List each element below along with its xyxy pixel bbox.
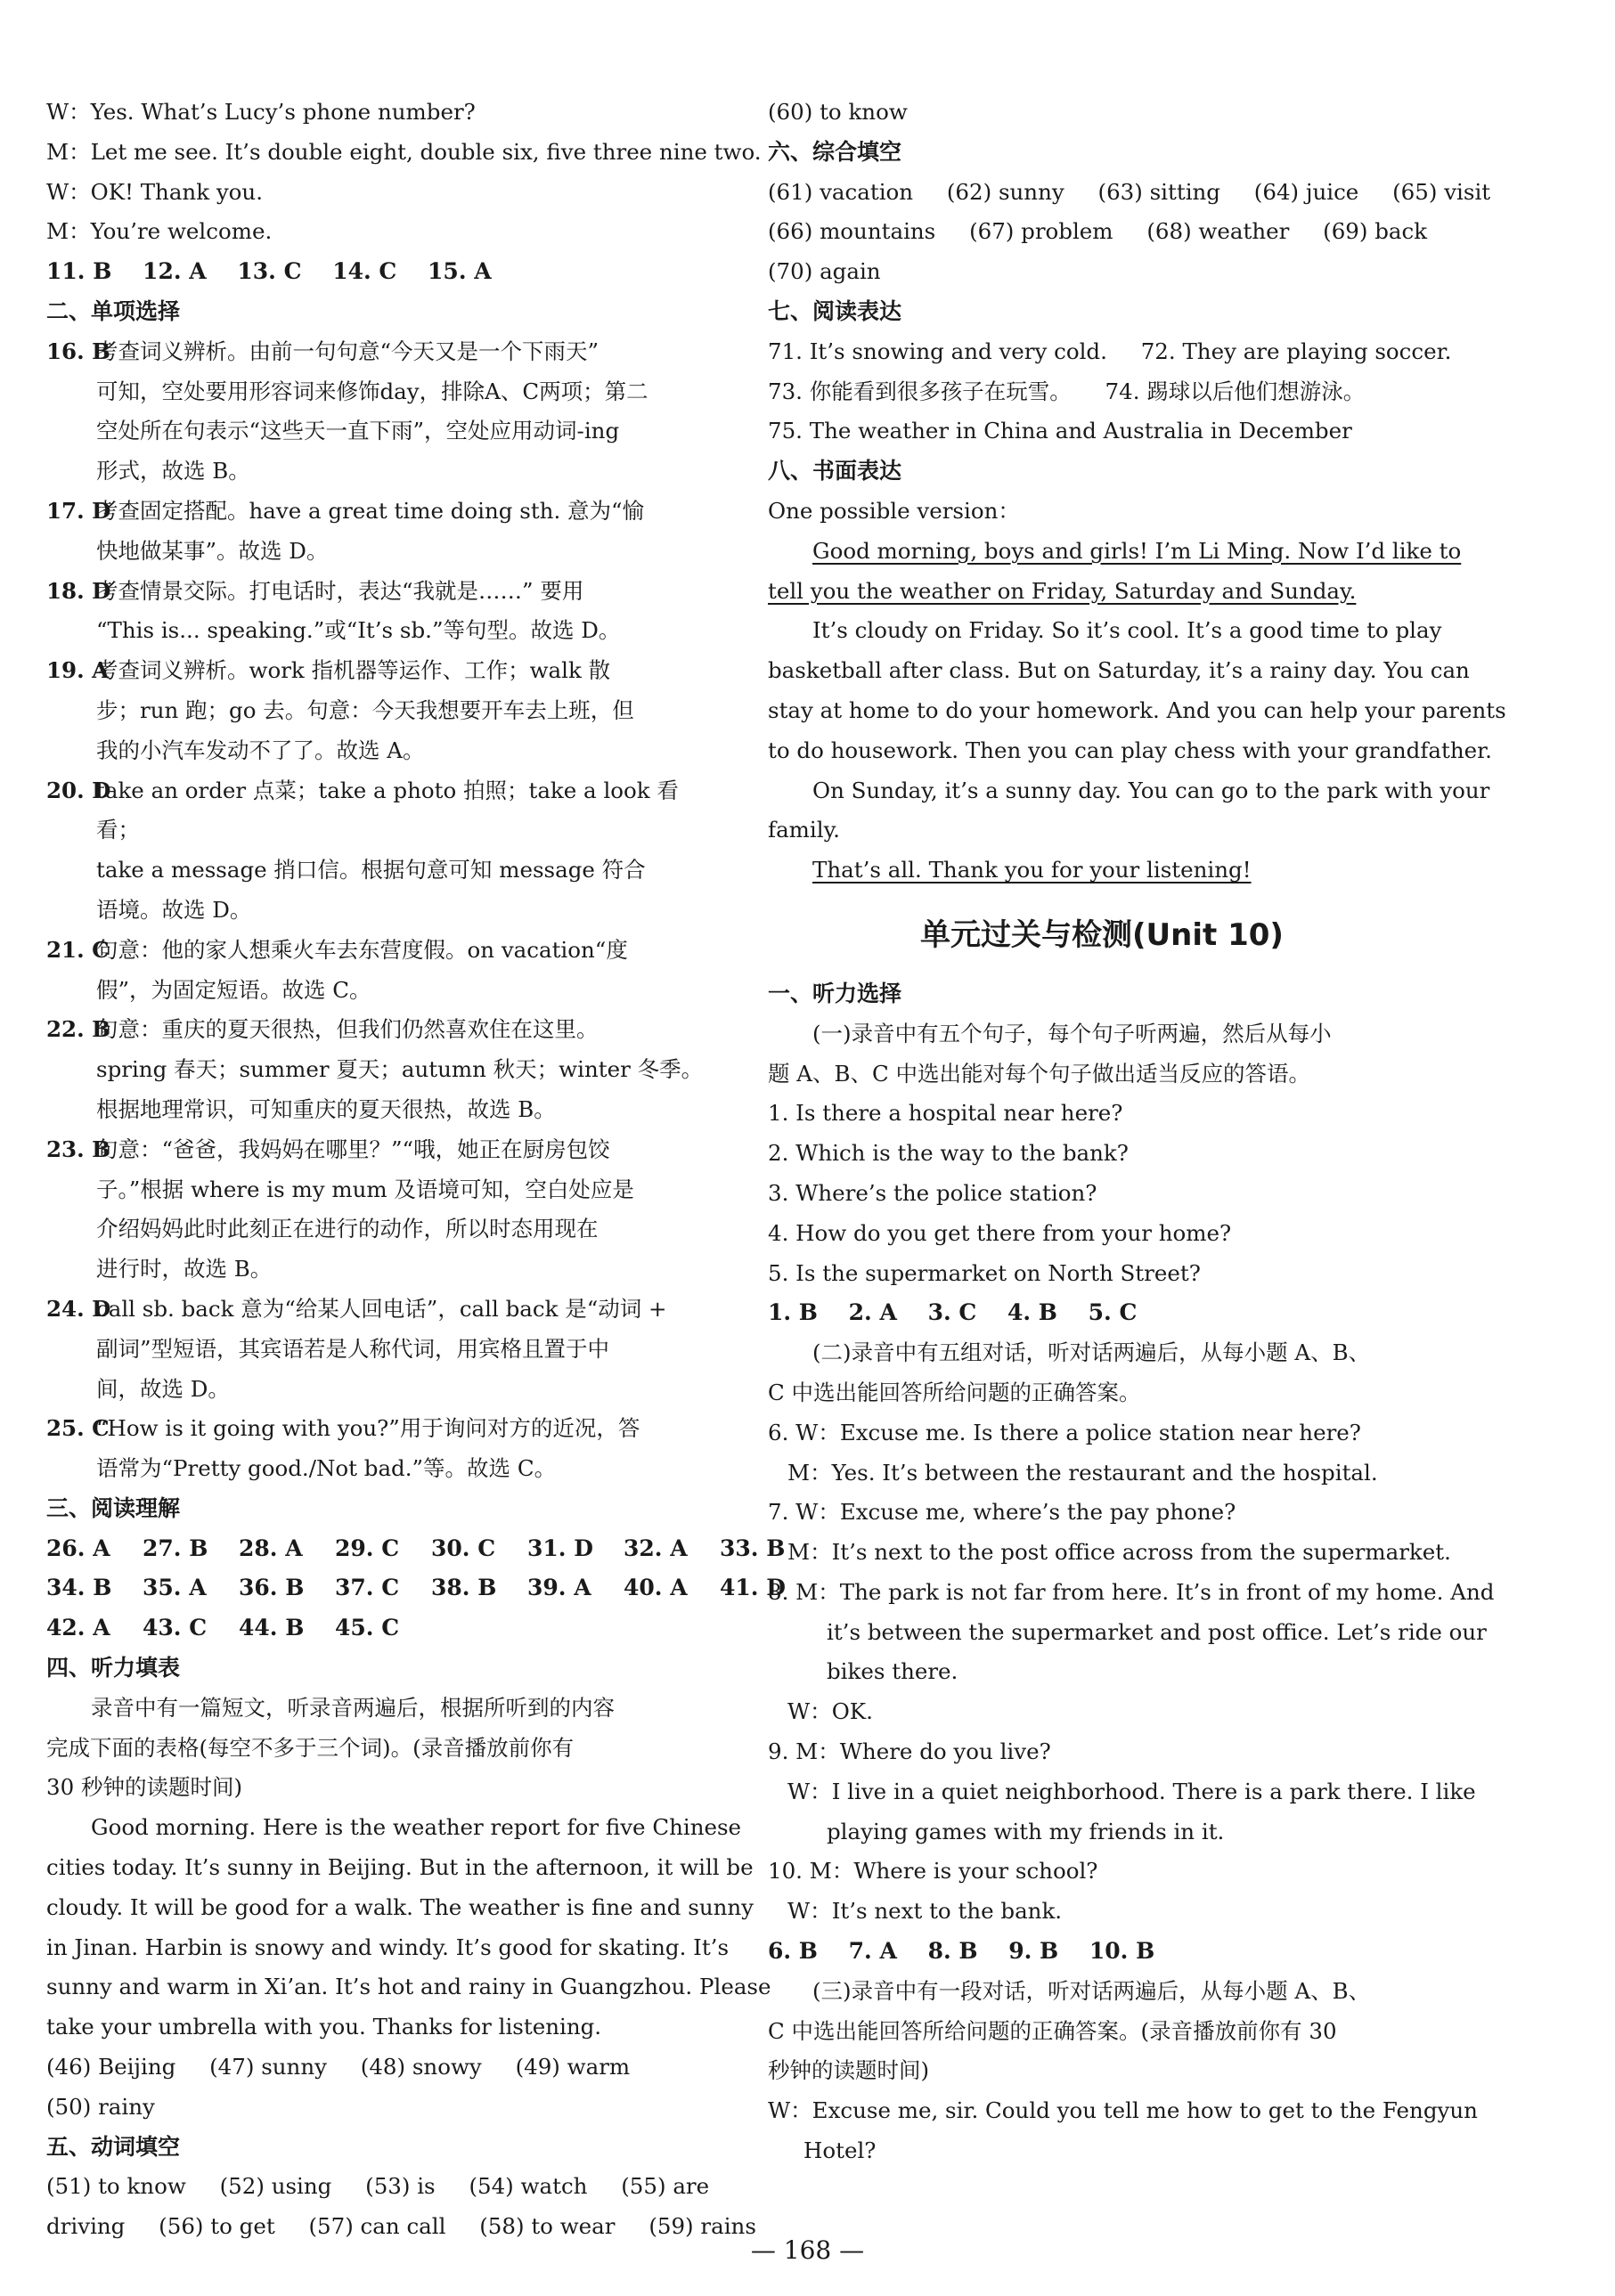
answer: (62) sunny xyxy=(946,178,1064,205)
answer: 13. C xyxy=(237,258,302,285)
answer-row xyxy=(46,1608,710,1649)
dialogue-item xyxy=(768,1732,1476,1852)
answer: 29. C xyxy=(335,1535,400,1561)
explanation-line: 步；run 跑；go 去。句意：今天我想要开车去上班，但 xyxy=(96,696,634,723)
explanation-item xyxy=(46,1130,710,1290)
section-heading-8: 八、书面表达 xyxy=(768,458,902,484)
answer: 3. C xyxy=(927,1299,977,1326)
listening-item: 1. Is there a hospital near here? xyxy=(768,1100,1123,1127)
item-number: 16. B xyxy=(46,338,110,364)
explanation-line: “This is... speaking.”或“It’s sb.”等句型。故选 D。 xyxy=(96,617,621,644)
essay-line: It’s cloudy on Friday. So it’s cool. It’s a good time to play xyxy=(812,617,1442,644)
item-number: 18. D xyxy=(46,577,111,604)
answer: 39. A xyxy=(527,1575,591,1601)
part-intro: (二)录音中有五组对话，听对话两遍后，从每小题 A、B、 xyxy=(812,1339,1371,1366)
answer: (61) vacation xyxy=(768,178,914,205)
answer: 37. C xyxy=(335,1575,400,1601)
explanation-item xyxy=(46,1290,710,1409)
explanation-line: 进行时，故选 B。 xyxy=(96,1256,273,1282)
essay-line: tell you the weather on Friday, Saturday and Sunday. xyxy=(768,577,1357,604)
answer: 44. B xyxy=(239,1615,305,1641)
single-choice-explanations xyxy=(46,332,710,1489)
passage-line: sunny and warm in Xi’an. It’s hot and rainy in Guangzhou. Please xyxy=(46,1974,771,2000)
answer: 28. A xyxy=(239,1535,303,1561)
dialogue-line: W：Excuse me, sir. Could you tell me how to get to the Fengyun xyxy=(768,2097,1478,2124)
essay-line: Good morning, boys and girls! I’m Li Ming. Now I’d like to xyxy=(812,537,1462,564)
dialogue-text: it’s between the supermarket and post office. Let’s ride our xyxy=(827,1618,1487,1645)
answer: (47) sunny xyxy=(209,2054,327,2080)
answer: 38. B xyxy=(431,1575,497,1601)
answer: 40. A xyxy=(624,1575,688,1601)
explanation-line: 我的小汽车发动不了了。故选 A。 xyxy=(96,737,425,763)
answers-1-5 xyxy=(768,1293,1436,1333)
answer: 33. B xyxy=(720,1535,786,1561)
answer: (67) problem xyxy=(969,218,1113,245)
dialogue-item xyxy=(768,1852,1436,1932)
answer: 72. They are playing soccer. xyxy=(1140,338,1452,364)
dialogue-line xyxy=(768,1413,1436,1453)
item-number: 23. B xyxy=(46,1136,110,1162)
essay-opening xyxy=(768,532,1462,572)
item-number: 22. B xyxy=(46,1016,110,1043)
explanation-line: 副词”型短语，其宾语若是人称代词，用宾格且置于中 xyxy=(96,1335,610,1362)
answer: (69) back xyxy=(1323,218,1428,245)
answer: 15. A xyxy=(428,258,492,285)
answer: (51) to know xyxy=(46,2173,186,2200)
answer: (52) using xyxy=(219,2173,332,2200)
page-number: — 168 — xyxy=(750,2235,865,2265)
answer: (60) to know xyxy=(768,99,908,125)
dialogue-text: bikes there. xyxy=(827,1658,958,1685)
listening-item: 2. Which is the way to the bank? xyxy=(768,1140,1129,1167)
explanation-line: 句意：“爸爸，我妈妈在哪里？”“哦，她正在厨房包饺 xyxy=(96,1136,610,1162)
explanation-line: 形式，故选 B。 xyxy=(96,458,250,484)
dialogue-line xyxy=(768,1493,1436,1533)
dialogue-line: W：Yes. What’s Lucy’s phone number? xyxy=(46,99,476,125)
explanation-line: take an order 点菜；take a photo 拍照；take a look 看看； xyxy=(96,777,679,843)
answers-73-74 xyxy=(768,372,1436,412)
section-heading-4: 四、听力填表 xyxy=(46,1655,181,1681)
answer: (55) are xyxy=(621,2173,710,2200)
answer: (66) mountains xyxy=(768,218,936,245)
dialogue-lead: 10. M： xyxy=(768,1858,854,1885)
essay-opening xyxy=(768,572,1436,612)
answer: (63) sitting xyxy=(1097,178,1220,205)
answer: (56) to get xyxy=(159,2213,275,2240)
answer: 74. 踢球以后他们想游泳。 xyxy=(1105,378,1366,404)
answers-51-55 xyxy=(46,2167,710,2207)
answer: (65) visit xyxy=(1392,178,1491,205)
explanation-line: 考查词义辨析。由前一句句意“今天又是一个下雨天” xyxy=(96,338,600,364)
explanation-line: 子。”根据 where is my mum 及语境可知，空白处应是 xyxy=(96,1176,634,1202)
answer: 73. 你能看到很多孩子在玩雪。 xyxy=(768,378,1072,404)
passage-line: in Jinan. Harbin is snowy and windy. It’s good for skating. It’s xyxy=(46,1934,730,1960)
explanation-item xyxy=(46,771,710,931)
version-label: One possible version： xyxy=(768,497,1020,524)
passage-line: take your umbrella with you. Thanks for listening. xyxy=(46,2014,602,2040)
dialogue-1 xyxy=(46,93,762,252)
dialogue-text: I live in a quiet neighborhood. There is a park there. I like xyxy=(831,1778,1476,1804)
dialogue-text: Yes. It’s between the restaurant and the hospital. xyxy=(831,1459,1378,1486)
answer: 12. A xyxy=(143,258,207,285)
right-column xyxy=(768,93,1506,2171)
dialogue-reply xyxy=(768,1692,1436,1732)
section-heading-6: 六、综合填空 xyxy=(768,138,902,165)
answer: (64) juice xyxy=(1253,178,1359,205)
dialogue-line: M：Let me see. It’s double eight, double six, five three nine two. xyxy=(46,138,762,165)
answer: (59) rains xyxy=(648,2213,756,2240)
passage-line: cloudy. It will be good for a walk. The weather is fine and sunny xyxy=(46,1893,754,1920)
answer: 1. B xyxy=(768,1299,818,1326)
answer: (50) rainy xyxy=(46,2093,155,2120)
item-number: 21. C xyxy=(46,936,110,963)
answer: 75. The weather in China and Australia in December xyxy=(768,418,1352,444)
dialogue-line xyxy=(768,1613,1487,1653)
essay-line: basketball after class. But on Saturday, it’s a rainy day. You can xyxy=(768,657,1470,684)
answer: 32. A xyxy=(624,1535,688,1561)
dialogue-text: Where is your school? xyxy=(853,1858,1098,1885)
essay-line: That’s all. Thank you for your listening! xyxy=(812,857,1252,883)
dialogue-text: It’s next to the bank. xyxy=(831,1898,1063,1925)
passage-line: cities today. It’s sunny in Beijing. But in the afternoon, it will be xyxy=(46,1854,754,1881)
answer: (54) watch xyxy=(469,2173,588,2200)
section-heading-listening: 一、听力选择 xyxy=(768,980,902,1006)
answer: (53) is xyxy=(365,2173,436,2200)
dialogue-text: The park is not far from here. It’s in front of my home. And xyxy=(839,1578,1495,1605)
explanation-item xyxy=(46,651,710,770)
dialogue-lead: 6. W： xyxy=(768,1419,840,1445)
part-intro: C 中选出能回答所给问题的正确答案。 xyxy=(768,1379,1141,1405)
dialogue-speaker: W： xyxy=(787,1778,832,1804)
answer: 5. C xyxy=(1088,1299,1138,1326)
answer: 11. B xyxy=(46,258,112,285)
explanation-line: 语常为“Pretty good./Not bad.”等。故选 C。 xyxy=(96,1455,557,1482)
dialogue-line: W：OK! Thank you. xyxy=(46,178,264,205)
answers-6-10 xyxy=(768,1932,1436,1972)
dialogue-text: Where do you live? xyxy=(839,1738,1051,1765)
explanation-line: 考查词义辨析。work 指机器等运作、工作；walk 散 xyxy=(96,657,611,684)
answer: 30. C xyxy=(431,1535,496,1561)
explanation-line: 句意：他的家人想乘火车去东营度假。on vacation“度 xyxy=(96,936,628,963)
dialogue-reply xyxy=(768,1533,1451,1573)
dialogue-speaker: W： xyxy=(787,1698,832,1725)
explanation-line: 快地做某事”。故选 D。 xyxy=(96,537,329,564)
essay-line: to do housework. Then you can play chess with your grandfather. xyxy=(768,737,1492,763)
answer: 45. C xyxy=(335,1615,400,1641)
dialogue-text: It’s next to the post office across from the supermarket. xyxy=(831,1539,1451,1566)
explanation-line: 语境。故选 D。 xyxy=(96,896,252,923)
answer: 27. B xyxy=(143,1535,208,1561)
explanation-line: 考查情景交际。打电话时，表达“我就是……” 要用 xyxy=(96,577,584,604)
answer: 31. D xyxy=(527,1535,593,1561)
dialogue-text: OK. xyxy=(831,1698,873,1725)
explanation-line: 根据地理常识，可知重庆的夏天很热，故选 B。 xyxy=(96,1095,556,1122)
part-intro: 题 A、B、C 中选出能对每个句子做出适当反应的答语。 xyxy=(768,1060,1311,1087)
explanation-line: 空处所在句表示“这些天一直下雨”，空处应用动词-ing xyxy=(96,418,620,444)
dialogue-lead: 9. M： xyxy=(768,1738,840,1765)
passage-line: Good morning. Here is the weather report for five Chinese xyxy=(91,1814,742,1841)
explanation-line: 假”，为固定短语。故选 C。 xyxy=(96,976,371,1003)
answers-66-69 xyxy=(768,212,1436,252)
part-intro: (三)录音中有一段对话，听对话两遍后，从每小题 A、B、 xyxy=(812,1977,1371,2004)
answer: 8. B xyxy=(927,1938,978,1965)
part-intro: (一)录音中有五个句子，每个句子听两遍，然后从每小 xyxy=(812,1020,1332,1046)
dialogue-item xyxy=(768,1493,1451,1573)
explanation-line: 可知，空处要用形容词来修饰day，排除A、C两项；第二 xyxy=(96,378,648,404)
answer: (70) again xyxy=(768,258,881,285)
dialogue-reply xyxy=(768,1812,1436,1852)
answer: 14. C xyxy=(332,258,397,285)
section-heading-3: 三、阅读理解 xyxy=(46,1494,181,1521)
answer: (57) can call xyxy=(308,2213,446,2240)
answer: (58) to wear xyxy=(479,2213,616,2240)
explanation-line: 句意：重庆的夏天很热，但我们仍然喜欢住在这里。 xyxy=(96,1016,599,1043)
listening-item: 5. Is the supermarket on North Street? xyxy=(768,1259,1201,1286)
dialogue-line xyxy=(768,1573,1495,1613)
item-number: 20. D xyxy=(46,777,111,803)
explanation-line: take a message 捎口信。根据句意可知 message 符合 xyxy=(96,857,646,883)
dialogue-line: Hotel? xyxy=(803,2137,877,2164)
unit-title: 单元过关与检测(Unit 10) xyxy=(920,916,1284,953)
answers-11-15 xyxy=(46,252,710,292)
intro-line: 30 秒钟的读题时间) xyxy=(46,1774,243,1801)
explanation-line: call sb. back 意为“给某人回电话”，call back 是“动词 + xyxy=(96,1295,667,1322)
dialogue-item xyxy=(768,1413,1436,1494)
section-heading-2: 二、单项选择 xyxy=(46,297,181,324)
answer: driving xyxy=(46,2213,126,2240)
answer: 34. B xyxy=(46,1575,112,1601)
answer: 36. B xyxy=(239,1575,305,1601)
answer: 6. B xyxy=(768,1938,818,1965)
dialogue-line xyxy=(768,1652,1436,1692)
answer: 42. A xyxy=(46,1615,110,1641)
dialogue-speaker: W： xyxy=(787,1898,832,1925)
dialogue-item xyxy=(768,1573,1495,1732)
answer: (68) weather xyxy=(1146,218,1290,245)
explanation-line: “How is it going with you?”用于询问对方的近况，答 xyxy=(96,1415,640,1442)
answer: 35. A xyxy=(143,1575,207,1601)
answer: 7. A xyxy=(848,1938,897,1965)
part-intro: C 中选出能回答所给问题的正确答案。(录音播放前你有 30 xyxy=(768,2017,1337,2044)
explanation-item xyxy=(46,572,710,652)
dialogue-speaker: M： xyxy=(787,1459,832,1486)
dialogue-speaker: M： xyxy=(787,1539,832,1566)
essay-line: stay at home to do your homework. And you can help your parents xyxy=(768,696,1506,723)
item-number: 24. D xyxy=(46,1295,111,1322)
explanation-item xyxy=(46,1409,710,1489)
answers-71-72 xyxy=(768,332,1452,372)
answer: (48) snowy xyxy=(360,2054,482,2080)
answers-46-49 xyxy=(46,2048,710,2088)
intro-line: 完成下面的表格(每空不多于三个词)。(录音播放前你有 xyxy=(46,1734,575,1761)
dialogue-text: playing games with my friends in it. xyxy=(827,1818,1225,1844)
dialogue-lead: 8. M： xyxy=(768,1578,840,1605)
listening-item: 4. How do you get there from your home? xyxy=(768,1219,1232,1246)
answer: 4. B xyxy=(1007,1299,1057,1326)
explanation-item xyxy=(46,492,710,572)
part-intro: 秒钟的读题时间) xyxy=(768,2057,930,2084)
dialogue-line xyxy=(768,1852,1436,1892)
answer: 41. D xyxy=(720,1575,786,1601)
dialogue-line: M：You’re welcome. xyxy=(46,218,273,245)
answer: 71. It’s snowing and very cold. xyxy=(768,338,1107,364)
explanation-item xyxy=(46,1010,710,1129)
item-number: 19. A xyxy=(46,657,110,684)
essay-body xyxy=(768,611,1506,851)
dialogue-reply xyxy=(768,1453,1436,1494)
answer-row xyxy=(46,1568,786,1608)
answer: 2. A xyxy=(848,1299,897,1326)
essay-closing xyxy=(768,851,1436,891)
answers-61-65 xyxy=(768,173,1491,213)
answer-row xyxy=(46,1529,786,1569)
explanation-line: spring 春天；summer 夏天；autumn 秋天；winter 冬季。 xyxy=(96,1056,704,1083)
explanation-item xyxy=(46,332,710,492)
item-number: 17. D xyxy=(46,497,111,524)
explanation-line: 考查固定搭配。have a great time doing sth. 意为“愉 xyxy=(96,497,645,524)
section-heading-5: 五、动词填空 xyxy=(46,2133,181,2160)
essay-line: On Sunday, it’s a sunny day. You can go to the park with your xyxy=(812,777,1490,803)
answer: 10. B xyxy=(1089,1938,1155,1965)
explanation-item xyxy=(46,931,710,1011)
answer: (46) Beijing xyxy=(46,2054,176,2080)
essay-line: family. xyxy=(768,817,840,843)
item-number: 25. C xyxy=(46,1415,110,1442)
dialogue-line xyxy=(768,1732,1436,1772)
explanation-line: 间，故选 D。 xyxy=(96,1375,230,1402)
dialogue-text: Excuse me, where’s the pay phone? xyxy=(839,1499,1236,1526)
reading-answers xyxy=(46,1529,786,1649)
answer: (49) warm xyxy=(515,2054,631,2080)
left-column xyxy=(46,93,786,2247)
dialogue-lead: 7. W： xyxy=(768,1499,840,1526)
listening-item: 3. Where’s the police station? xyxy=(768,1179,1097,1206)
answer: 43. C xyxy=(143,1615,208,1641)
intro-line: 录音中有一篇短文，听录音两遍后，根据所听到的内容 xyxy=(91,1694,615,1721)
dialogue-reply xyxy=(768,1892,1436,1932)
explanation-line: 介绍妈妈此时此刻正在进行的动作，所以时态用现在 xyxy=(96,1216,599,1242)
answer: 9. B xyxy=(1008,1938,1059,1965)
answer: 26. A xyxy=(46,1535,110,1561)
dialogue-text: Excuse me. Is there a police station near here? xyxy=(839,1419,1361,1445)
section-heading-7: 七、阅读表达 xyxy=(768,297,902,324)
listening-passage xyxy=(46,1808,771,2048)
dialogue-reply xyxy=(768,1772,1476,1812)
listening-dialogues xyxy=(768,1413,1495,1932)
